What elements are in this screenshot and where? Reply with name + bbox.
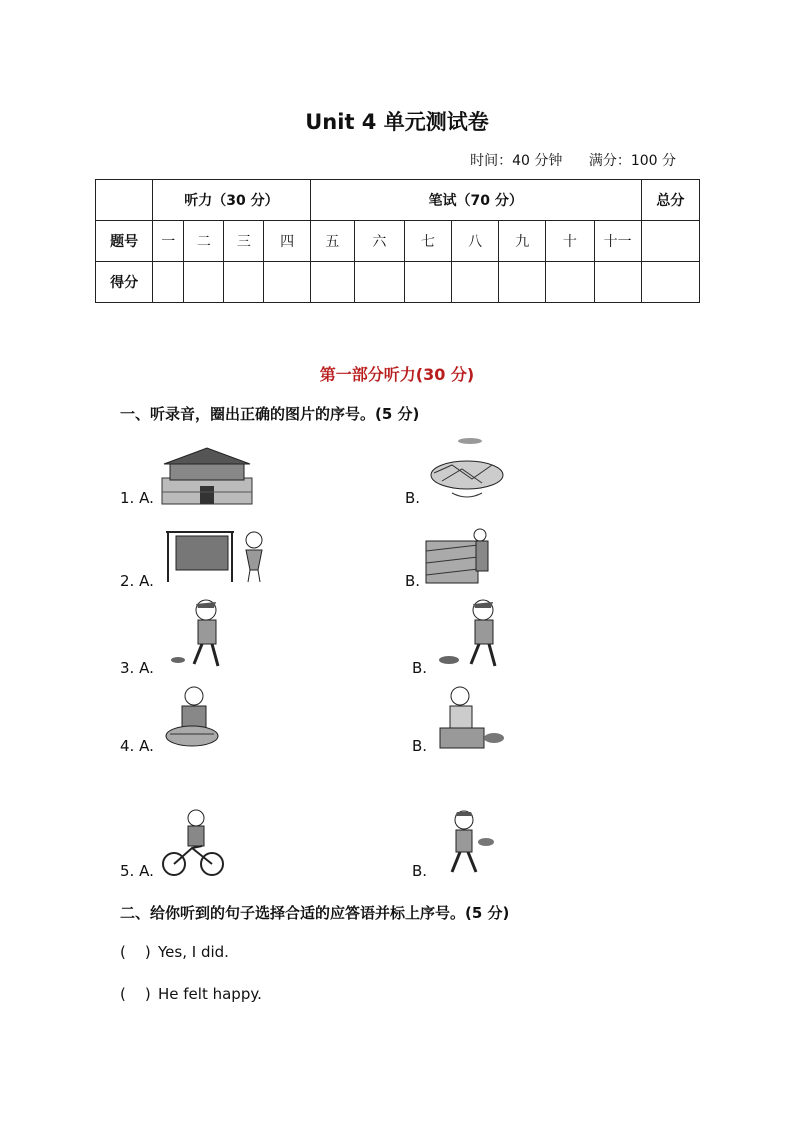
answer-bracket[interactable]: ( ): [120, 943, 151, 961]
question-number-cell: 九: [499, 221, 546, 262]
score-cell[interactable]: [641, 262, 699, 303]
woman-kneeling-picture: [434, 684, 510, 754]
header-written: 笔试（70 分）: [310, 180, 641, 221]
market-stall-picture: [422, 525, 494, 587]
score-cell[interactable]: [153, 262, 184, 303]
item-2-b-label: B.: [405, 572, 421, 590]
boy-walking-picture: [438, 808, 498, 880]
item-5-b-label: B.: [412, 862, 428, 880]
boy-on-bicycle-picture: [160, 808, 226, 880]
item-4-b-label: B.: [412, 737, 428, 755]
question-number-cell: 八: [452, 221, 499, 262]
section-one-heading: 一、听录音，圈出正确的图片的序号。(5 分): [120, 405, 420, 423]
score-cell[interactable]: [224, 262, 264, 303]
total-blank-cell: [641, 221, 699, 262]
header-total: 总分: [641, 180, 699, 221]
question-number-cell: 十: [546, 221, 594, 262]
answer-line: [120, 985, 262, 1003]
answer-bracket[interactable]: ( ): [120, 985, 151, 1003]
item-2-a-label: 2. A.: [120, 572, 154, 590]
score-cell[interactable]: [499, 262, 546, 303]
question-number-cell: 三: [224, 221, 264, 262]
item-4-a-label: 4. A.: [120, 737, 154, 755]
exam-full-score: 满分：100 分: [588, 153, 676, 169]
question-number-cell: 四: [264, 221, 310, 262]
score-cell[interactable]: [310, 262, 354, 303]
answer-text: He felt happy.: [158, 985, 262, 1003]
score-cell[interactable]: [184, 262, 224, 303]
item-3-b-label: B.: [412, 659, 428, 677]
page-title: Unit 4 单元测试卷: [305, 110, 489, 134]
boy-small-shoes-picture: [166, 598, 232, 674]
question-number-cell: 七: [404, 221, 451, 262]
score-table-number-row: [96, 221, 700, 262]
part-one-title: 第一部分听力(30 分): [319, 365, 475, 384]
item-3-a-label: 3. A.: [120, 659, 154, 677]
bird-nest-stadium-picture: [422, 435, 507, 505]
score-cell[interactable]: [594, 262, 641, 303]
question-number-cell: 十一: [594, 221, 641, 262]
answer-text: Yes, I did.: [158, 943, 229, 961]
score-cell[interactable]: [354, 262, 404, 303]
row-label-score: 得分: [96, 262, 153, 303]
header-blank-cell: [96, 180, 153, 221]
exam-time: 时间：40 分钟: [470, 153, 563, 169]
item-1-b-label: B.: [405, 489, 421, 507]
score-table-header-row: [96, 180, 700, 221]
row-label-question: 题号: [96, 221, 153, 262]
palace-picture: [160, 440, 255, 506]
item-1-a-label: 1. A.: [120, 489, 154, 507]
question-number-cell: 五: [310, 221, 354, 262]
answer-line: [120, 943, 229, 961]
score-cell[interactable]: [264, 262, 310, 303]
score-table-score-row: [96, 262, 700, 303]
boy-big-shoes-picture: [437, 598, 507, 674]
score-table: [95, 179, 700, 303]
header-listening: 听力（30 分）: [153, 180, 311, 221]
section-two-heading: 二、给你听到的句子选择合适的应答语并标上序号。(5 分): [120, 904, 510, 922]
girl-washing-picture: [160, 684, 222, 754]
clothes-shop-picture: [162, 522, 272, 584]
question-number-cell: 一: [153, 221, 184, 262]
exam-meta: [470, 150, 676, 170]
question-number-cell: 二: [184, 221, 224, 262]
score-cell[interactable]: [452, 262, 499, 303]
question-number-cell: 六: [354, 221, 404, 262]
item-5-a-label: 5. A.: [120, 862, 154, 880]
score-cell[interactable]: [546, 262, 594, 303]
score-cell[interactable]: [404, 262, 451, 303]
